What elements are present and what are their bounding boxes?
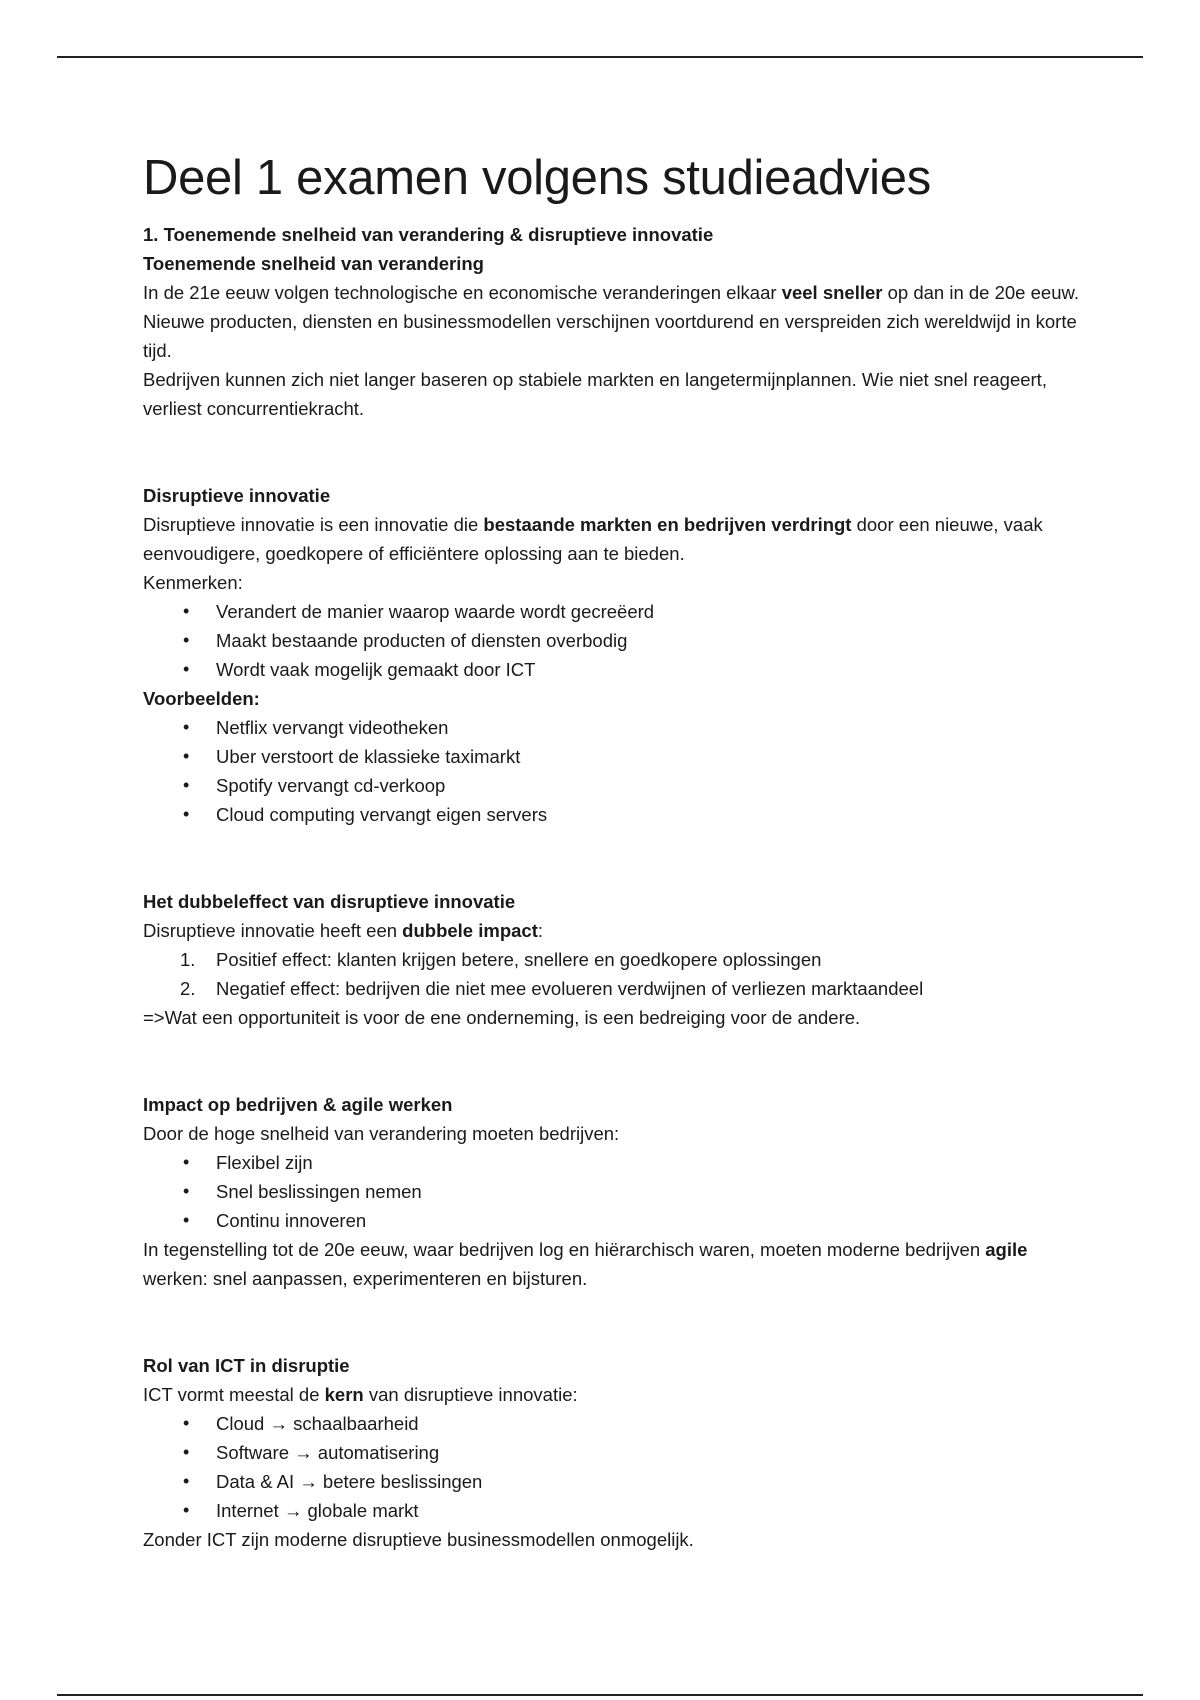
text-run: In de 21e eeuw volgen technologische en economische veranderingen elkaar: [143, 282, 782, 303]
list-item: • Wordt vaak mogelijk gemaakt door ICT: [216, 655, 1083, 684]
list-item: • Internet → globale markt: [216, 1496, 1083, 1525]
section4-heading: Impact op bedrijven & agile werken: [143, 1094, 453, 1115]
bold-run: bestaande markten en bedrijven verdringt: [483, 514, 852, 535]
numbered-item: [180, 945, 1083, 974]
section5-heading: Rol van ICT in disruptie: [143, 1355, 350, 1376]
section3-conclusion: =>Wat een opportuniteit is voor de ene onderneming, is een bedreiging voor de andere.: [143, 1007, 861, 1028]
item-number: 2.: [180, 978, 196, 999]
section5-conclusion: Zonder ICT zijn moderne disruptieve businessmodellen onmogelijk.: [143, 1529, 694, 1550]
spacer: [143, 1293, 1083, 1351]
kenmerken-list: [143, 597, 1083, 684]
spacer: [143, 829, 1083, 887]
text-run: Disruptieve innovatie heeft een: [143, 920, 403, 941]
section3-heading: Het dubbeleffect van disruptieve innovatie: [143, 891, 516, 912]
document-body: [143, 148, 1083, 1554]
list-item: • Data & AI → betere beslissingen: [216, 1467, 1083, 1496]
list-item: • Cloud computing vervangt eigen servers: [216, 800, 1083, 829]
section1-paragraph1: [143, 278, 1083, 365]
section4-intro: Door de hoge snelheid van verandering moeten bedrijven:: [143, 1123, 620, 1144]
section4-list: [143, 1148, 1083, 1235]
text-run: In tegenstelling tot de 20e eeuw, waar bedrijven log en hiërarchisch waren, moeten moderne bedrijven: [143, 1239, 986, 1260]
section1-subheading: Toenemende snelheid van verandering: [143, 253, 484, 274]
section1-paragraph2: Bedrijven kunnen zich niet langer baseren op stabiele markten en langetermijnplannen. Wie niet snel reageert, verliest concurrentiekracht.: [143, 369, 1047, 419]
list-item: • Maakt bestaande producten of diensten overbodig: [216, 626, 1083, 655]
bottom-rule: [57, 1694, 1143, 1696]
bold-run: dubbele impact: [402, 920, 538, 941]
bold-run: agile: [985, 1239, 1028, 1260]
numbered-item: [180, 974, 1083, 1003]
voorbeelden-list: [143, 713, 1083, 829]
list-item: • Uber verstoort de klassieke taximarkt: [216, 742, 1083, 771]
section4-paragraph: [143, 1235, 1083, 1293]
section1-heading: 1. Toenemende snelheid van verandering & disruptieve innovatie: [143, 224, 714, 245]
item-number: 1.: [180, 949, 196, 970]
list-item: • Software → automatisering: [216, 1438, 1083, 1467]
list-item: • Spotify vervangt cd-verkoop: [216, 771, 1083, 800]
text-run: op dan in de 20e eeuw. Nieuwe producten, diensten en businessmodellen verschijnen voortdurend en verspreiden zich wereldwijd in korte tijd.: [143, 282, 1079, 361]
section3-paragraph1: [143, 916, 1083, 945]
list-item: • Continu innoveren: [216, 1206, 1083, 1235]
section2-paragraph1: [143, 510, 1083, 568]
item-text: Positief effect: klanten krijgen betere, snellere en goedkopere oplossingen: [216, 949, 822, 970]
list-item: • Flexibel zijn: [216, 1148, 1083, 1177]
list-item: • Snel beslissingen nemen: [216, 1177, 1083, 1206]
bold-run: kern: [324, 1384, 364, 1405]
text-run: werken: snel aanpassen, experimenteren en bijsturen.: [143, 1268, 588, 1289]
list-item: • Cloud → schaalbaarheid: [216, 1409, 1083, 1438]
spacer: [143, 1032, 1083, 1090]
bold-run: veel sneller: [781, 282, 883, 303]
spacer: [143, 423, 1083, 481]
list-item: • Verandert de manier waarop waarde wordt gecreëerd: [216, 597, 1083, 626]
section5-intro: [143, 1380, 1083, 1409]
list-item: • Netflix vervangt videotheken: [216, 713, 1083, 742]
item-text: Negatief effect: bedrijven die niet mee evolueren verdwijnen of verliezen marktaandeel: [216, 978, 924, 999]
text-run: van disruptieve innovatie:: [363, 1384, 578, 1405]
text-run: door een nieuwe, vaak eenvoudigere, goedkopere of efficiëntere oplossing aan te bieden.: [143, 514, 1043, 564]
effects-list: [143, 945, 1083, 1003]
top-rule: [57, 56, 1143, 58]
text-run: :: [537, 920, 544, 941]
page-title: Deel 1 examen volgens studieadvies: [143, 151, 931, 205]
section2-heading: Disruptieve innovatie: [143, 485, 331, 506]
voorbeelden-label: Voorbeelden:: [143, 688, 260, 709]
text-run: ICT vormt meestal de: [143, 1384, 325, 1405]
text-run: Disruptieve innovatie is een innovatie die: [143, 514, 484, 535]
ict-list: [143, 1409, 1083, 1525]
kenmerken-label: Kenmerken:: [143, 572, 243, 593]
